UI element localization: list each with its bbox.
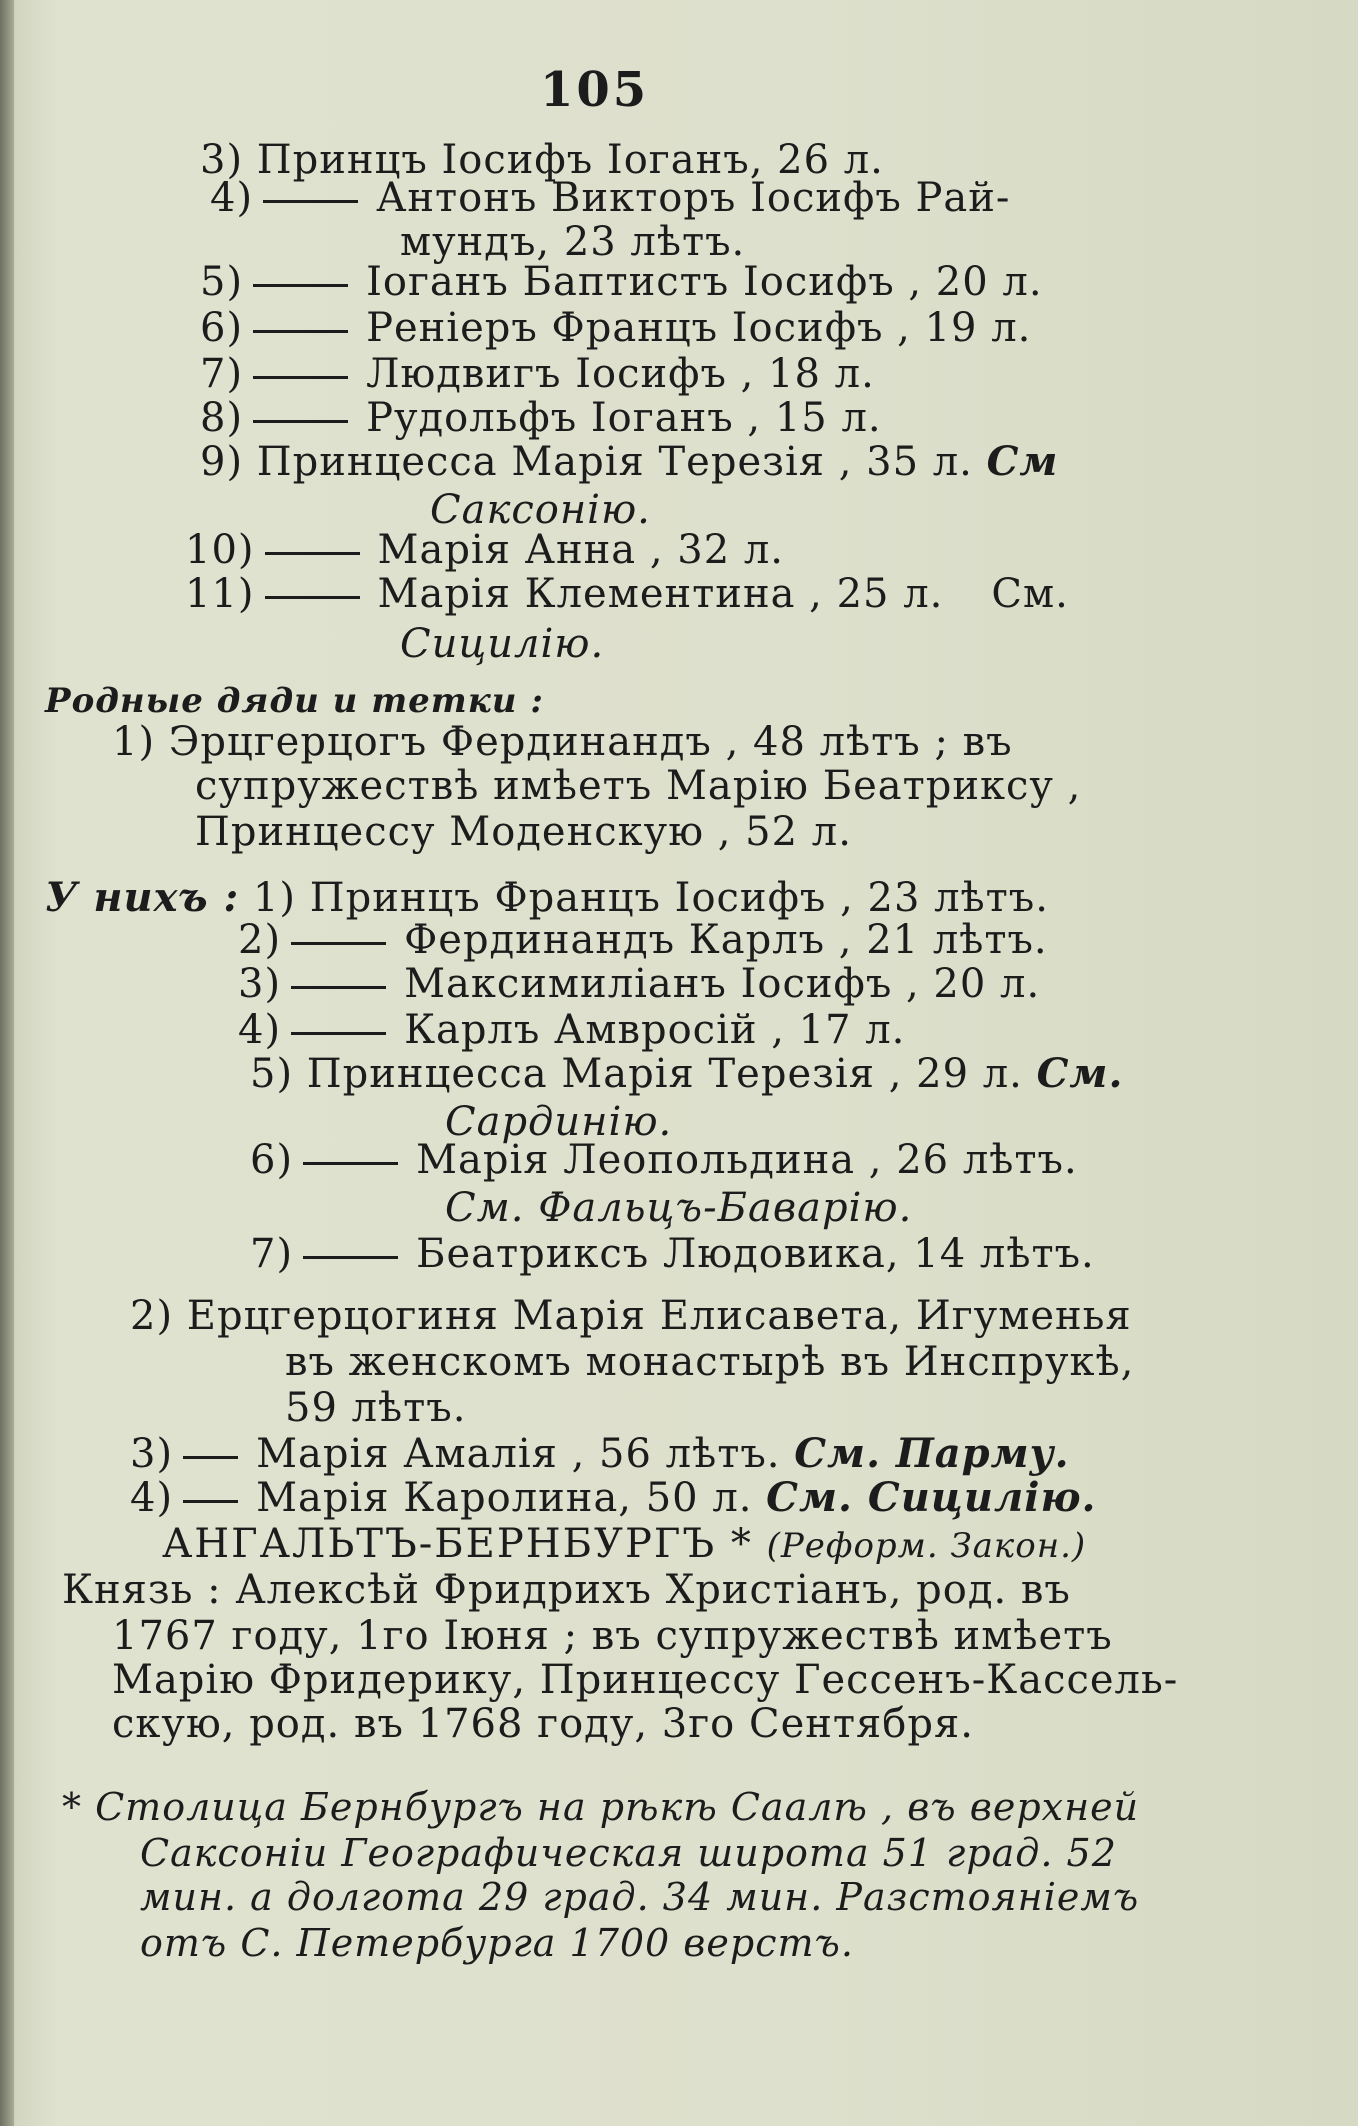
section-heading-uncles: Родные дяди и тетки : — [45, 681, 544, 721]
list-item: 3) Принцъ Іосифъ Іоганъ, 26 л. — [200, 137, 884, 183]
list-item: 10) Марія Анна , 32 л. — [185, 527, 785, 573]
aunt-entry: 3) Марія Амалія , 56 лѣтъ. См. Парму. — [130, 1430, 1070, 1477]
text-line: супружествѣ имѣетъ Марію Беатриксу , — [195, 763, 1082, 809]
list-item: 5) Іоганъ Баптистъ Іосифъ , 20 л. — [200, 259, 1043, 305]
text-line: * Столица Бернбургъ на рѣкѣ Саалѣ , въ верхней — [62, 1785, 1140, 1829]
aunt-entry: 4) Марія Каролина, 50 л. См. Сицилію. — [130, 1474, 1097, 1521]
list-item-reference: Сардинію. — [445, 1099, 673, 1145]
section-heading-anhalt: АНГАЛЬТЪ-БЕРНБУРГЪ * (Реформ. Закон.) — [162, 1521, 1087, 1567]
list-item: 5) Принцесса Марія Терезія , 29 л. См. — [250, 1050, 1124, 1097]
text-line: 59 лѣтъ. — [285, 1385, 467, 1431]
list-item: 4) Карлъ Амвросій , 17 л. — [238, 1007, 906, 1053]
list-item: 6) Реніеръ Францъ Іосифъ , 19 л. — [200, 305, 1032, 351]
text-line: Принцессу Моденскую , 52 л. — [195, 809, 852, 855]
text-line: 2) Ерцгерцогиня Марія Елисавета, Игуменья — [130, 1293, 1132, 1339]
list-item: 3) Максимиліанъ Іосифъ , 20 л. — [238, 961, 1041, 1007]
list-item: У нихъ : 1) Принцъ Францъ Іосифъ , 23 лѣтъ. — [45, 874, 1049, 921]
page-gutter — [0, 0, 14, 2126]
text-line: 1) Эрцгерцогъ Фердинандъ , 48 лѣтъ ; въ — [112, 719, 1013, 765]
text-line: Марію Фридерику, Принцессу Гессенъ-Кассель- — [112, 1657, 1179, 1703]
list-item-reference: Сицилію. — [400, 621, 605, 667]
list-item: 11) Марія Клементина , 25 л. См. — [185, 571, 1069, 617]
text-line: скую, род. въ 1768 году, 3го Сентября. — [112, 1701, 974, 1747]
list-item-continuation: мундъ, 23 лѣтъ. — [400, 219, 746, 265]
list-item: 4) Антонъ Викторъ Іосифъ Рай- — [210, 175, 1011, 221]
list-item: 8) Рудольфъ Іоганъ , 15 л. — [200, 395, 882, 441]
list-item: 7) Беатриксъ Людовика, 14 лѣтъ. — [250, 1231, 1095, 1277]
text-line: мин. а долгота 29 град. 34 мин. Разстояніемъ — [140, 1875, 1140, 1919]
text-line: въ женскомъ монастырѣ въ Инспрукѣ, — [285, 1339, 1135, 1385]
list-item: 7) Людвигъ Іосифъ , 18 л. — [200, 351, 875, 397]
list-item-reference: Саксонію. — [430, 487, 651, 533]
text-line: отъ С. Петербурга 1700 верстъ. — [140, 1921, 854, 1965]
list-item-reference: См. Фальцъ-Баварію. — [445, 1185, 913, 1231]
text-line: Князь : Алексѣй Фридрихъ Христіанъ, род. въ — [62, 1567, 1071, 1613]
list-item: 2) Фердинандъ Карлъ , 21 лѣтъ. — [238, 917, 1048, 963]
page-number: 105 — [540, 62, 650, 118]
text-line: Саксоніи Географическая широта 51 град. 52 — [140, 1831, 1117, 1875]
list-item: 9) Принцесса Марія Терезія , 35 л. См — [200, 438, 1059, 485]
text-line: 1767 году, 1го Іюня ; въ супружествѣ имѣетъ — [112, 1613, 1113, 1659]
list-item: 6) Марія Леопольдина , 26 лѣтъ. — [250, 1137, 1078, 1183]
